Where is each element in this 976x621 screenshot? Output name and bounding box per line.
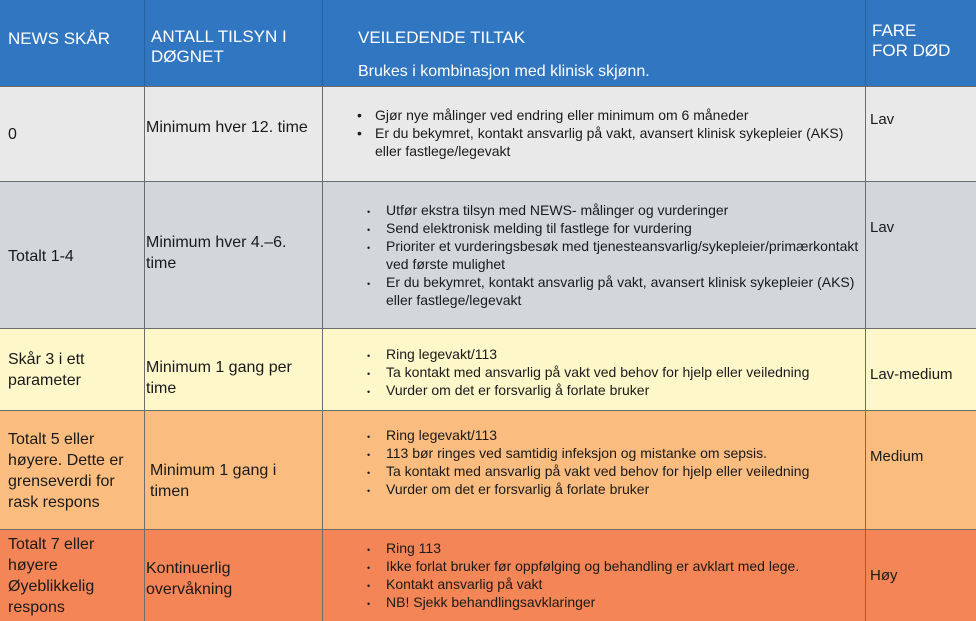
score-text: 0 xyxy=(8,126,17,143)
header-tiltak-label: VEILEDENDE TILTAK xyxy=(358,28,526,47)
bullet-icon: • xyxy=(367,351,371,361)
bullet-icon: • xyxy=(367,581,371,591)
tiltak-list xyxy=(364,539,859,611)
bullet-icon: • xyxy=(367,225,371,235)
header-tilsyn-label: ANTALL TILSYN I DØGNET xyxy=(151,27,287,66)
list-item: • Ring legevakt/113 xyxy=(364,426,834,444)
header-cell-score xyxy=(0,0,145,86)
list-item: • Ta kontakt med ansvarlig på vakt ved behov for hjelp eller veiledning xyxy=(364,363,859,381)
tiltak-list xyxy=(364,201,859,309)
table-header xyxy=(0,0,976,86)
tilsyn-cell xyxy=(145,182,323,328)
header-score-label: NEWS SKÅR xyxy=(8,29,111,48)
bullet-icon: • xyxy=(367,207,371,217)
header-tiltak-subtitle: Brukes i kombinasjon med klinisk skjønn. xyxy=(358,63,650,80)
fare-cell xyxy=(866,87,976,181)
tiltak-list xyxy=(364,345,859,399)
table-row xyxy=(0,86,976,181)
list-item: • Ikke forlat bruker før oppfølging og behandling er avklart med lege. xyxy=(364,557,859,575)
table-row xyxy=(0,529,976,621)
bullet-icon: • xyxy=(367,486,371,496)
bullet-icon: • xyxy=(367,369,371,379)
tiltak-list xyxy=(353,106,853,160)
list-item: • Ring 113 xyxy=(364,539,859,557)
tiltak-cell xyxy=(323,411,866,529)
score-text: Totalt 7 eller høyere Øyeblikkelig respons xyxy=(8,536,95,616)
tilsyn-text: Minimum hver 12. time xyxy=(146,119,308,136)
tilsyn-cell xyxy=(145,87,323,181)
score-cell xyxy=(0,329,145,410)
list-item: • Ring legevakt/113 xyxy=(364,345,859,363)
bullet-icon: • xyxy=(367,279,371,289)
fare-text: Høy xyxy=(870,567,898,584)
bullet-icon: • xyxy=(367,545,371,555)
tilsyn-cell xyxy=(145,329,323,410)
bullet-icon: • xyxy=(367,599,371,609)
bullet-icon: • xyxy=(367,243,371,253)
header-cell-tilsyn xyxy=(145,0,323,86)
header-cell-tiltak xyxy=(323,0,866,86)
table-row xyxy=(0,328,976,410)
tilsyn-text: Minimum hver 4.–6. time xyxy=(146,234,287,272)
fare-text: Lav xyxy=(870,111,895,128)
list-item: • Gjør nye målinger ved endring eller minimum om 6 måneder xyxy=(357,107,749,123)
bullet-icon: • xyxy=(357,125,362,141)
tilsyn-text: Kontinuerlig overvåkning xyxy=(146,560,233,598)
list-item: • Vurder om det er forsvarlig å forlate bruker xyxy=(364,381,859,399)
list-item: • Send elektronisk melding til fastlege for vurdering xyxy=(364,219,859,237)
score-cell xyxy=(0,87,145,181)
fare-text: Lav-medium xyxy=(870,366,953,383)
score-cell xyxy=(0,182,145,328)
fare-cell xyxy=(866,182,976,328)
list-item: • Utfør ekstra tilsyn med NEWS- målinger og vurderinger xyxy=(364,201,859,219)
header-fare-label: FARE FOR DØD xyxy=(872,21,951,60)
list-item: • 113 bør ringes ved samtidig infeksjon og mistanke om sepsis. xyxy=(364,444,834,462)
list-item: • Prioriter et vurderingsbesøk med tjenesteansvarlig/sykepleier/primærkontakt ved første mulighet xyxy=(367,238,859,272)
fare-cell xyxy=(866,411,976,529)
tiltak-cell xyxy=(323,329,866,410)
fare-text: Lav xyxy=(870,219,895,236)
fare-text: Medium xyxy=(870,448,924,465)
list-item: • Er du bekymret, kontakt ansvarlig på vakt, avansert klinisk sykepleier (AKS) eller fastlege/legevakt xyxy=(357,125,844,159)
score-cell xyxy=(0,411,145,529)
score-text: Skår 3 i ett parameter xyxy=(8,351,85,389)
list-item: • Ta kontakt med ansvarlig på vakt ved behov for hjelp eller veiledning xyxy=(364,462,834,480)
tiltak-cell xyxy=(323,530,866,621)
tilsyn-cell xyxy=(145,530,323,621)
tiltak-list xyxy=(364,426,834,498)
fare-cell xyxy=(866,530,976,621)
list-item: • Kontakt ansvarlig på vakt xyxy=(364,575,859,593)
tilsyn-text: Minimum 1 gang per time xyxy=(146,359,292,397)
score-text: Totalt 5 eller høyere. Dette er grenseverdi for rask respons xyxy=(8,431,124,511)
tiltak-cell xyxy=(323,182,866,328)
table-row xyxy=(0,410,976,529)
bullet-icon: • xyxy=(367,432,371,442)
bullet-icon: • xyxy=(367,387,371,397)
tiltak-cell xyxy=(323,87,866,181)
list-item: • NB! Sjekk behandlingsavklaringer xyxy=(364,593,859,611)
bullet-icon: • xyxy=(357,107,362,123)
fare-cell xyxy=(866,329,976,410)
bullet-icon: • xyxy=(367,468,371,478)
score-text: Totalt 1-4 xyxy=(8,248,74,265)
list-item: • Er du bekymret, kontakt ansvarlig på vakt, avansert klinisk sykepleier (AKS) eller fastlege/legevakt xyxy=(367,274,855,308)
list-item: • Vurder om det er forsvarlig å forlate bruker xyxy=(364,480,834,498)
bullet-icon: • xyxy=(367,450,371,460)
table-row xyxy=(0,181,976,328)
header-cell-fare xyxy=(866,0,976,86)
bullet-icon: • xyxy=(367,563,371,573)
tilsyn-cell xyxy=(145,411,323,529)
score-cell xyxy=(0,530,145,621)
tilsyn-text: Minimum 1 gang i timen xyxy=(150,462,277,500)
